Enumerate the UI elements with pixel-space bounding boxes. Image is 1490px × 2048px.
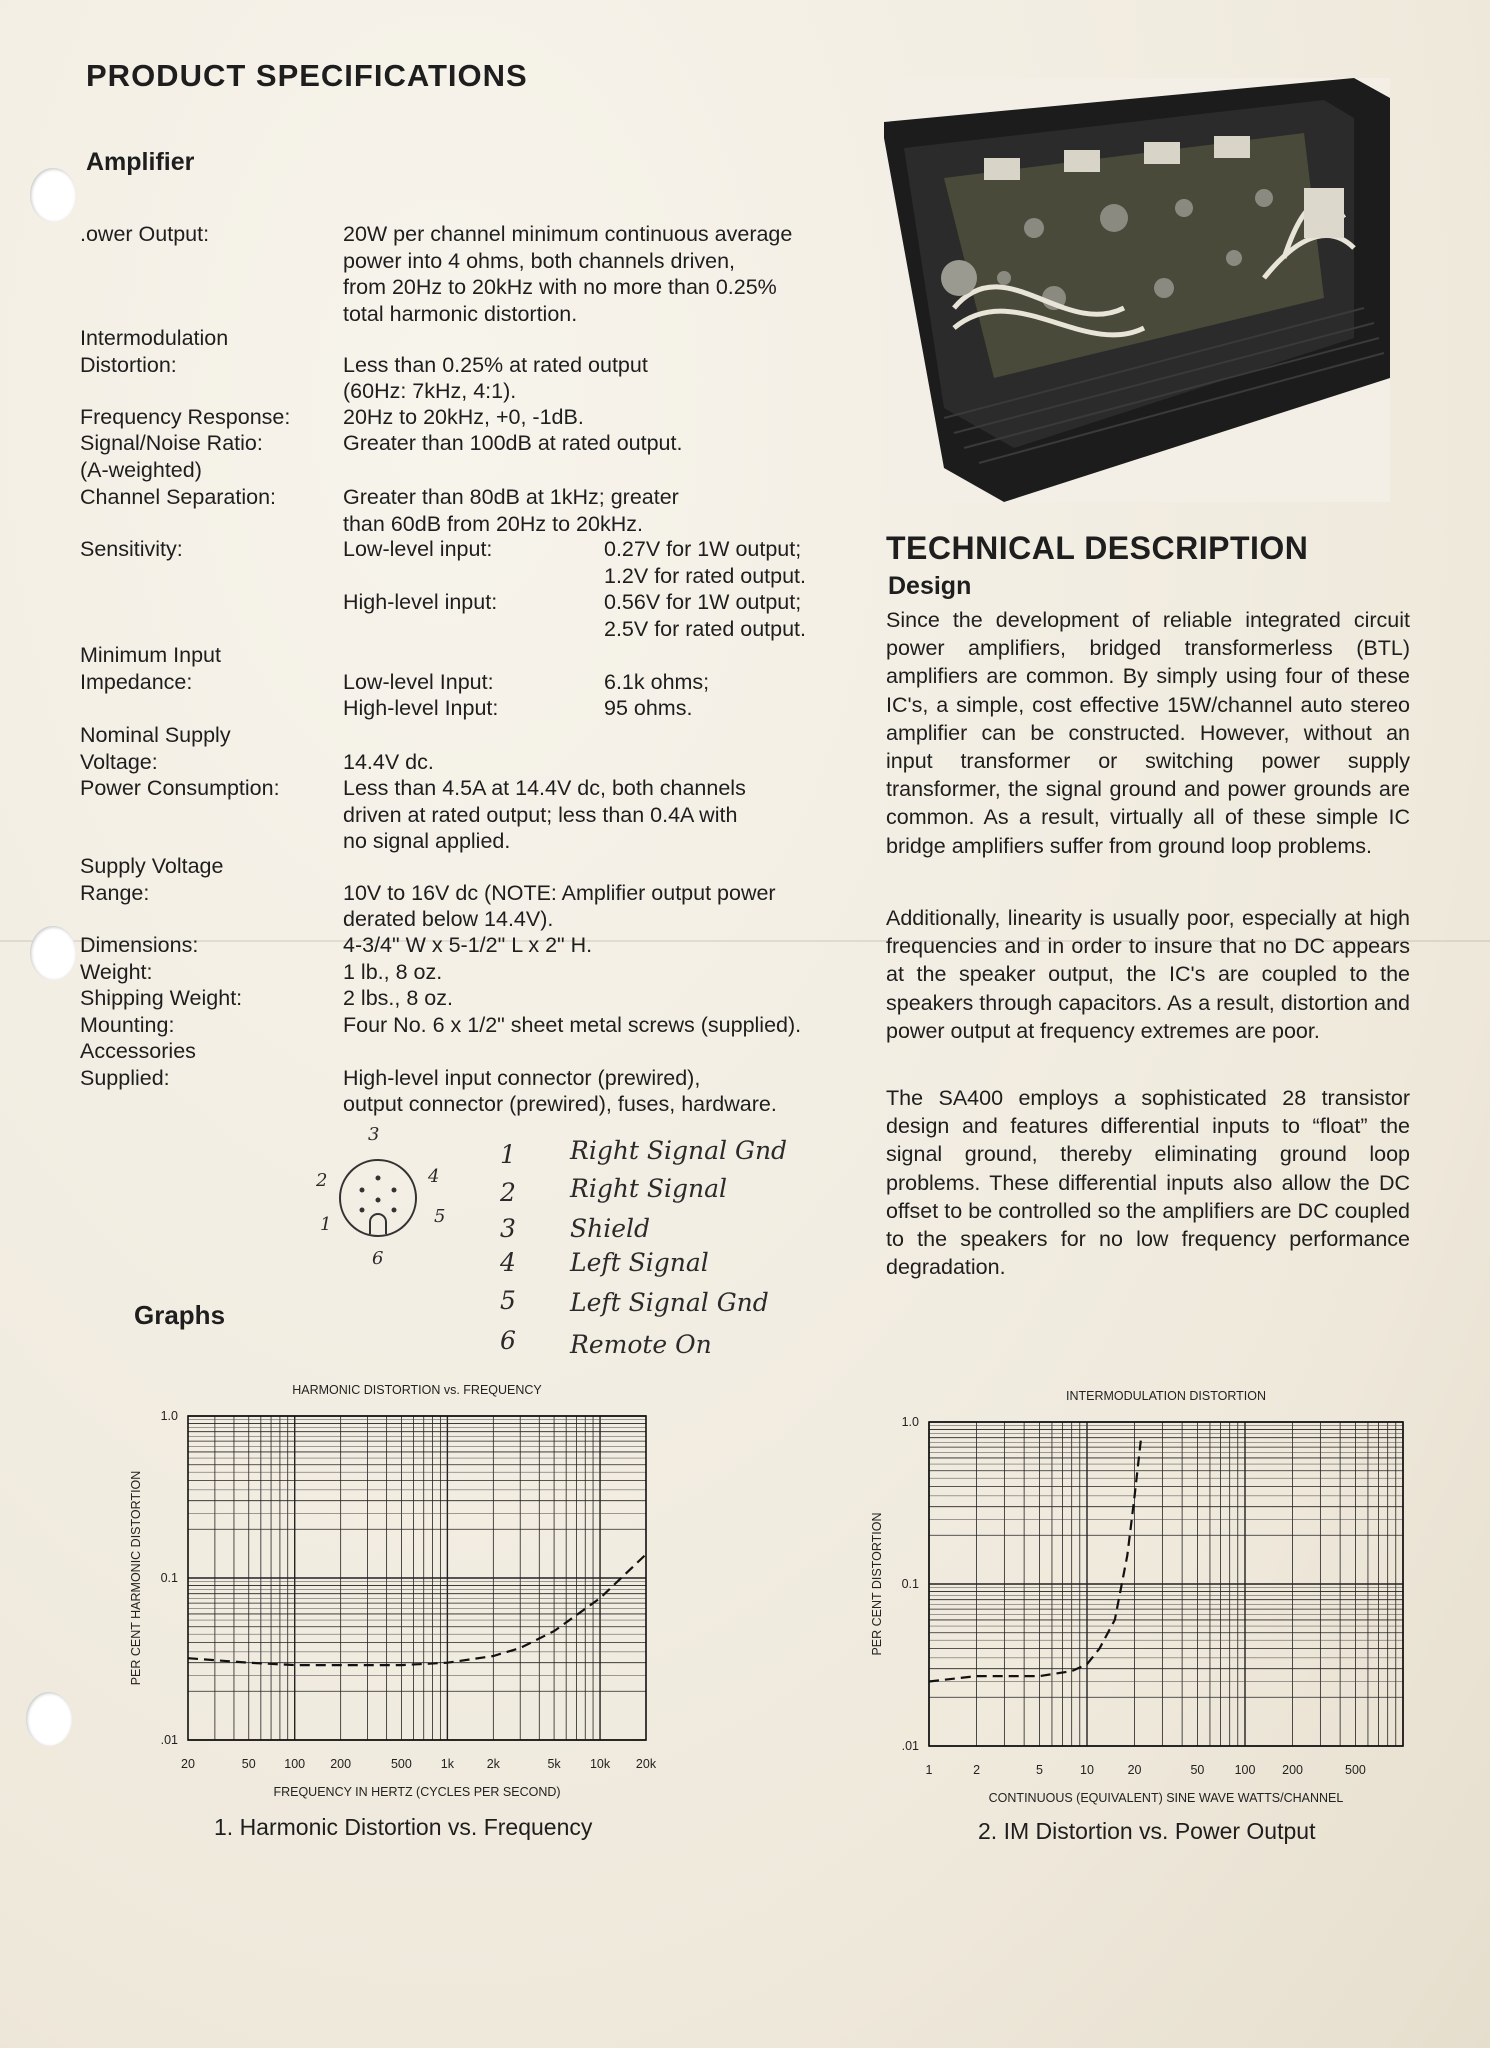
series-line <box>188 1554 646 1665</box>
amplifier-photo <box>884 78 1390 502</box>
y-axis-label: PER CENT HARMONIC DISTORTION <box>129 1470 143 1686</box>
x-tick-label: 20 <box>181 1757 195 1771</box>
x-tick-label: 1 <box>925 1763 933 1777</box>
x-tick-label: 50 <box>241 1757 256 1771</box>
x-tick-label: 10k <box>589 1757 611 1771</box>
x-tick-label: 200 <box>1282 1763 1303 1777</box>
x-tick-label: 2 <box>973 1763 981 1777</box>
x-tick-label: 200 <box>330 1757 352 1771</box>
design-heading: Design <box>888 572 972 600</box>
spec-label: Intermodulation Distortion: <box>80 326 229 377</box>
chart-grid <box>188 1416 646 1740</box>
x-tick-label: 100 <box>284 1757 306 1771</box>
technical-description-title: TECHNICAL DESCRIPTION <box>886 530 1309 566</box>
im-distortion-chart <box>855 1376 1415 1816</box>
spec-label: Supply Voltage Range: <box>80 854 224 905</box>
chart-grid <box>929 1422 1403 1746</box>
handwritten-note: Remote On <box>570 1330 712 1359</box>
spec-value: 20Hz to 20kHz, +0, -1dB. <box>343 405 584 429</box>
handwritten-note: Left Signal <box>570 1248 709 1277</box>
x-tick-label: 500 <box>390 1757 412 1771</box>
x-tick-label: 20k <box>635 1757 657 1771</box>
pin-number: 1 <box>320 1214 332 1235</box>
spec-value: Greater than 80dB at 1kHz; greater than 60dB from 20Hz to 20kHz. <box>343 485 679 536</box>
chart-caption: 1. Harmonic Distortion vs. Frequency <box>214 1814 593 1840</box>
spec-subvalue: 0.27V for 1W output; 1.2V for rated output. 0.56V for 1W output; 2.5V for rated output. <box>604 537 806 641</box>
y-tick-label: 1.0 <box>160 1409 178 1423</box>
spec-label: Channel Separation: <box>80 485 277 509</box>
pin-number: 6 <box>372 1248 384 1269</box>
handwritten-number: 5 <box>500 1286 516 1315</box>
chart-title: HARMONIC DISTORTION vs. FREQUENCY <box>292 1383 542 1397</box>
pin-number: 5 <box>434 1206 446 1227</box>
spec-value: Less than 4.5A at 14.4V dc, both channels driven at rated output; less than 0.4A with no signal applied. <box>343 776 746 853</box>
handwritten-number: 4 <box>500 1248 516 1277</box>
y-tick-label: 0.1 <box>901 1577 919 1591</box>
design-paragraph: Since the development of reliable integrated circuit power amplifiers, bridged transformerless (BTL) amplifiers are common. By simply using four of these IC's, a simple, cost effective 15W/channel auto stereo amplifier can be constructed. However, without an input transformer or switching power supply transformer, the signal ground and power grounds are common. As a result, virtually all of these simple IC bridge amplifiers suffer from ground loop problems. <box>886 608 1410 858</box>
x-tick-label: 100 <box>1234 1763 1256 1777</box>
connector-pinout-sketch <box>310 1130 460 1260</box>
pin-number: 3 <box>368 1124 380 1145</box>
y-tick-label: 0.1 <box>160 1571 178 1585</box>
amplifier-heading: Amplifier <box>86 148 195 176</box>
graphs-heading: Graphs <box>134 1300 226 1330</box>
spec-label: Signal/Noise Ratio: (A-weighted) <box>80 431 263 482</box>
spec-value: Greater than 100dB at rated output. <box>343 431 683 455</box>
spec-label: Minimum Input Impedance: <box>80 643 221 694</box>
x-tick-label: 5 <box>1035 1763 1043 1777</box>
y-tick-label: .01 <box>901 1739 919 1753</box>
handwritten-number: 3 <box>500 1214 516 1243</box>
spec-label: Dimensions: Weight: Shipping Weight: Mounting: Accessories Supplied: <box>80 933 243 1090</box>
chart-title: INTERMODULATION DISTORTION <box>1065 1389 1267 1403</box>
handwritten-note: Right Signal <box>570 1174 728 1203</box>
handwritten-note: Left Signal Gnd <box>570 1288 769 1317</box>
spec-value: 10V to 16V dc (NOTE: Amplifier output power derated below 14.4V). <box>343 880 776 931</box>
handwritten-number: 6 <box>500 1326 516 1355</box>
x-tick-label: 500 <box>1345 1763 1366 1777</box>
punch-hole <box>30 926 76 980</box>
x-tick-label: 5k <box>547 1757 561 1771</box>
x-tick-label: 2k <box>486 1757 500 1771</box>
y-tick-label: .01 <box>160 1733 178 1747</box>
spec-value: 20W per channel minimum continuous average power into 4 ohms, both channels driven, from 20Hz to 20kHz with no more than 0.25% total harmonic distortion. <box>343 222 793 326</box>
spec-label: .ower Output: <box>80 222 210 246</box>
spec-label: Power Consumption: <box>80 776 280 800</box>
x-tick-label: 10 <box>1080 1763 1094 1777</box>
spec-label: Frequency Response: <box>80 405 291 429</box>
spec-label: Sensitivity: <box>80 537 183 561</box>
spec-label: Nominal Supply Voltage: <box>80 723 231 774</box>
y-axis-label: PER CENT DISTORTION <box>870 1512 884 1656</box>
x-axis-label: CONTINUOUS (EQUIVALENT) SINE WAVE WATTS/CHANNEL <box>988 1791 1344 1805</box>
pin-number: 4 <box>428 1166 440 1187</box>
handwritten-number: 2 <box>500 1178 516 1207</box>
handwritten-number: 1 <box>500 1140 516 1169</box>
chart-caption: 2. IM Distortion vs. Power Output <box>978 1818 1316 1844</box>
handwritten-note: Shield <box>570 1214 651 1243</box>
spec-value: Low-level input: High-level input: <box>343 537 498 614</box>
x-tick-label: 50 <box>1190 1763 1205 1777</box>
punch-hole <box>30 168 76 222</box>
x-tick-label: 20 <box>1127 1763 1142 1777</box>
design-paragraph: Additionally, linearity is usually poor, especially at high frequencies and in order to insure that no DC appears at the speaker output, the IC's are coupled to the speakers through capacitors. As a result, distortion and power output at frequency extremes are poor. <box>886 906 1410 1043</box>
harmonic-distortion-chart <box>110 1370 690 1810</box>
y-tick-label: 1.0 <box>901 1415 919 1429</box>
x-tick-label: 1k <box>440 1757 454 1771</box>
handwritten-note: Right Signal Gnd <box>570 1136 788 1165</box>
spec-value: 4-3/4" W x 5-1/2" L x 2" H. 1 lb., 8 oz. 2 lbs., 8 oz. Four No. 6 x 1/2" sheet metal screws (supplied). High-level input connector (prewired), output connector (prewired), fuses, hardware. <box>343 933 802 1116</box>
spec-value: Low-level Input: High-level Input: <box>343 669 499 720</box>
design-paragraph: The SA400 employs a sophisticated 28 transistor design and features differential inputs to “float” the signal ground, thereby eliminating ground loop problems. These differential inputs also allow the DC offset to be controlled so the amplifiers are DC coupled to the speakers for no low frequency performance degradation. <box>886 1086 1410 1280</box>
page-title: PRODUCT SPECIFICATIONS <box>86 58 528 93</box>
x-axis-label: FREQUENCY IN HERTZ (CYCLES PER SECOND) <box>273 1785 561 1799</box>
pin-number: 2 <box>316 1170 328 1191</box>
series-line <box>929 1438 1141 1682</box>
spec-value: 14.4V dc. <box>343 749 434 774</box>
spec-value: Less than 0.25% at rated output (60Hz: 7kHz, 4:1). <box>343 352 648 403</box>
punch-hole <box>26 1692 72 1746</box>
spec-subvalue: 6.1k ohms; 95 ohms. <box>604 669 710 720</box>
